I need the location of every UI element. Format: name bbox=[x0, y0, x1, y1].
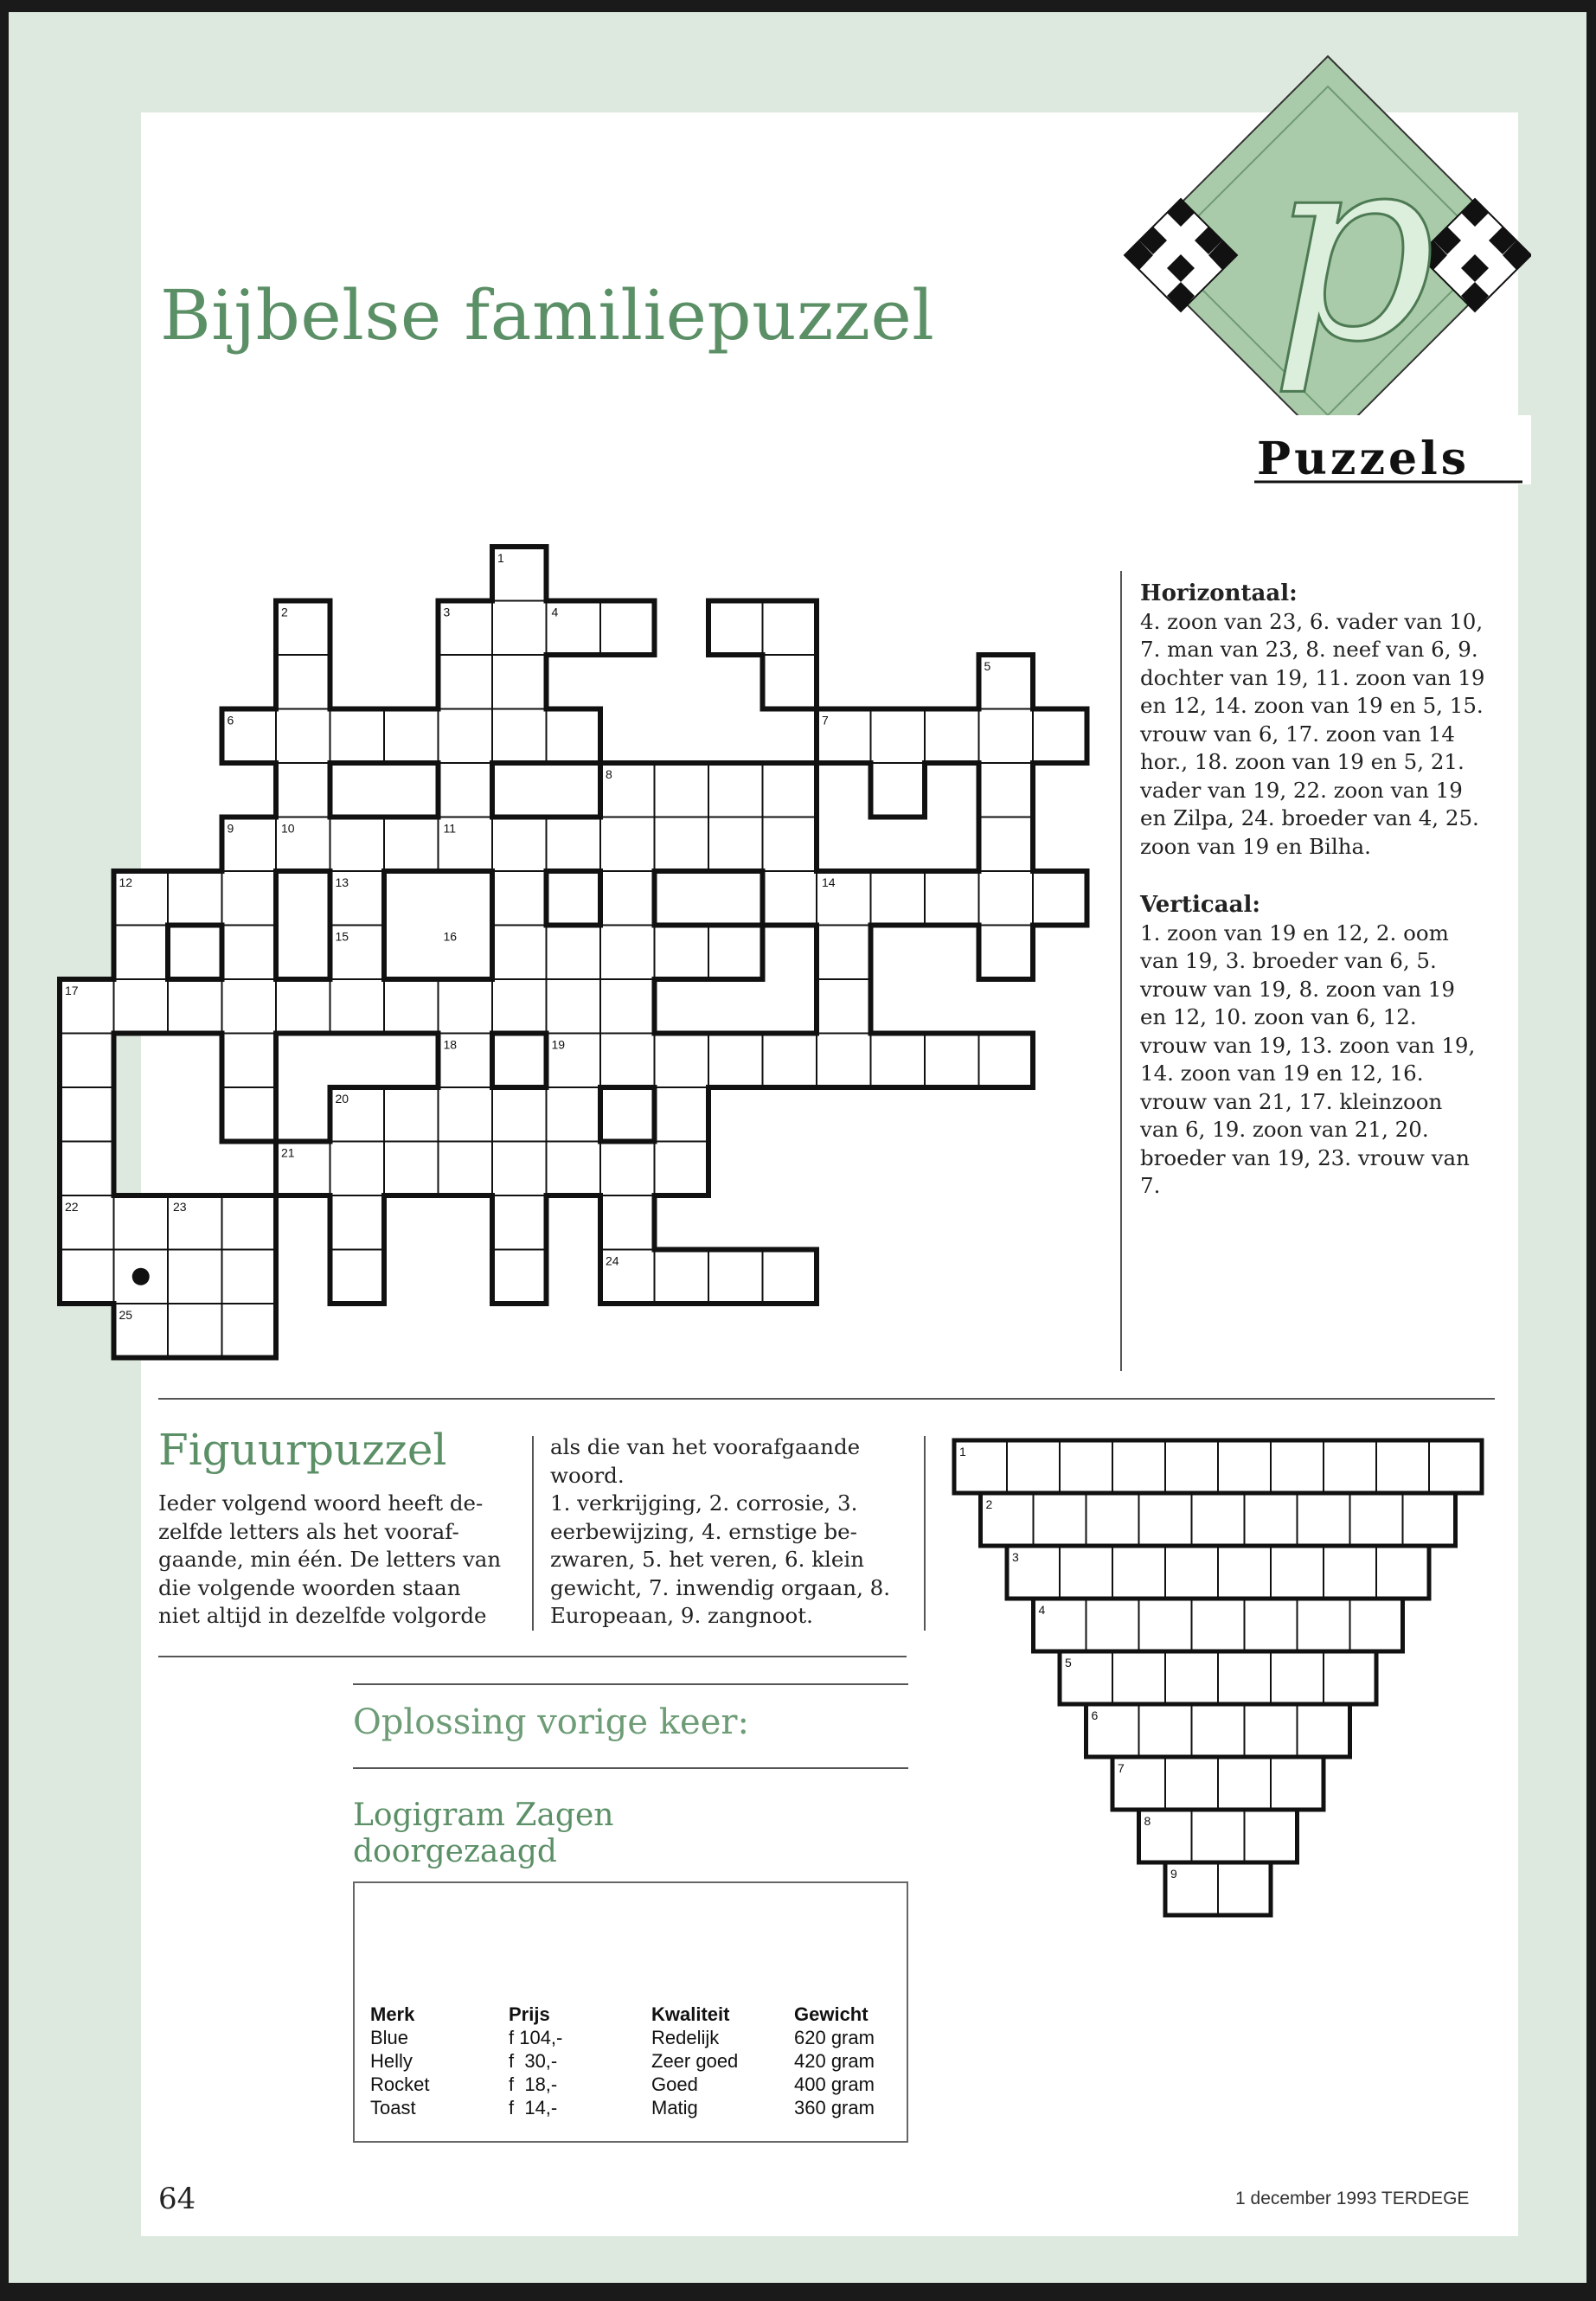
crossword-number: 24 bbox=[606, 1253, 619, 1268]
figuur-bottom-rule bbox=[158, 1656, 907, 1657]
crossword-cell[interactable] bbox=[492, 601, 547, 656]
solution-cell: Blue bbox=[370, 2027, 409, 2048]
clue-line: van 6, 19. zoon van 21, 20. bbox=[1140, 1117, 1429, 1142]
crossword-cell[interactable] bbox=[492, 655, 547, 709]
figuur-cell[interactable] bbox=[1060, 1440, 1112, 1493]
crossword-cell[interactable] bbox=[330, 817, 385, 872]
crossword-cell[interactable] bbox=[763, 763, 817, 817]
figuur-cell[interactable] bbox=[1245, 1704, 1298, 1757]
crossword-cell[interactable] bbox=[763, 817, 817, 872]
crossword-cell[interactable] bbox=[763, 871, 817, 926]
section-divider bbox=[158, 1398, 1495, 1400]
solution-col-header: Prijs bbox=[509, 2003, 550, 2025]
crossword-cell[interactable] bbox=[492, 817, 547, 872]
figuur-row-number: 1 bbox=[959, 1445, 966, 1458]
crossword-cell[interactable] bbox=[600, 1034, 655, 1088]
crossword-cell[interactable] bbox=[600, 817, 655, 872]
figuur-row-number: 2 bbox=[985, 1497, 993, 1511]
crossword-cell[interactable] bbox=[655, 1034, 709, 1088]
crossword-cell[interactable] bbox=[168, 871, 222, 926]
figuur-intro-line: die volgende woorden staan bbox=[158, 1574, 461, 1600]
crossword-cell[interactable] bbox=[817, 926, 871, 980]
crossword-cell[interactable] bbox=[492, 926, 547, 980]
crossword-number: 21 bbox=[281, 1145, 295, 1160]
crossword-cell[interactable] bbox=[817, 979, 871, 1034]
crossword-cell[interactable] bbox=[439, 1087, 493, 1142]
figuur-cell[interactable] bbox=[1324, 1440, 1376, 1493]
crossword-cell[interactable] bbox=[330, 1142, 385, 1196]
crossword-cell[interactable] bbox=[330, 979, 385, 1034]
figuur-cell[interactable] bbox=[1192, 1704, 1245, 1757]
horizontal-clues-title: Horizontaal: bbox=[1140, 580, 1298, 606]
crossword-cell[interactable] bbox=[439, 979, 493, 1034]
figuur-cell[interactable] bbox=[1139, 1599, 1192, 1651]
crossword-cell[interactable] bbox=[600, 1142, 655, 1196]
crossword-cell[interactable] bbox=[439, 709, 493, 764]
figuur-intro bbox=[158, 1490, 513, 1631]
crossword-cell[interactable] bbox=[547, 817, 601, 872]
crossword-cell[interactable] bbox=[168, 979, 222, 1034]
crossword-cell[interactable] bbox=[222, 1087, 277, 1142]
crossword-number: 19 bbox=[551, 1037, 566, 1052]
crossword-cell[interactable] bbox=[547, 709, 601, 764]
crossword-number: 5 bbox=[984, 659, 991, 673]
figuur-cell[interactable] bbox=[1112, 1651, 1165, 1704]
crossword-cell[interactable] bbox=[60, 1250, 114, 1304]
figuur-cell[interactable] bbox=[1298, 1493, 1350, 1546]
crossword-cell[interactable] bbox=[276, 763, 330, 817]
figuur-cell[interactable] bbox=[1192, 1810, 1245, 1862]
crossword-cell[interactable] bbox=[547, 1087, 601, 1142]
crossword-number: 18 bbox=[443, 1037, 458, 1052]
figuur-cell[interactable] bbox=[1192, 1599, 1245, 1651]
crossword-cell[interactable] bbox=[439, 655, 493, 709]
figuur-cell[interactable] bbox=[1324, 1546, 1376, 1599]
crossword-cell[interactable] bbox=[168, 1304, 222, 1358]
clue-line: dochter van 19, 11. zoon van 19 bbox=[1140, 664, 1485, 690]
solution-cell: Rocket bbox=[370, 2073, 430, 2095]
logo-letter: p bbox=[1270, 97, 1437, 399]
solution-cell: f 30,- bbox=[509, 2050, 558, 2072]
crossword-cell[interactable] bbox=[871, 871, 926, 926]
figuur-cell[interactable] bbox=[1245, 1599, 1298, 1651]
clue-line: vrouw van 19, 8. zoon van 19 bbox=[1140, 976, 1455, 1002]
crossword-cell[interactable] bbox=[276, 655, 330, 709]
crossword-cell[interactable] bbox=[276, 709, 330, 764]
figuur-cell[interactable] bbox=[1298, 1704, 1350, 1757]
figuur-clue-line: eerbewijzing, 4. ernstige be- bbox=[550, 1518, 857, 1544]
solution-cell: Matig bbox=[651, 2097, 698, 2118]
figuur-cell[interactable] bbox=[1086, 1599, 1139, 1651]
crossword-cell[interactable] bbox=[492, 709, 547, 764]
crossword-cell[interactable] bbox=[439, 1142, 493, 1196]
crossword-cell[interactable] bbox=[384, 817, 439, 872]
crossword-cell[interactable] bbox=[330, 709, 385, 764]
clue-line: hor., 18. zoon van 19 en 5, 21. bbox=[1140, 749, 1465, 774]
crossword-cell[interactable] bbox=[655, 1087, 709, 1142]
crossword-number: 1 bbox=[497, 551, 504, 565]
figuur-cell[interactable] bbox=[1271, 1651, 1324, 1704]
crossword-number: 13 bbox=[335, 875, 349, 889]
crossword-cell[interactable] bbox=[708, 763, 763, 817]
crossword-number: 12 bbox=[119, 875, 133, 889]
figuur-cell[interactable] bbox=[1165, 1757, 1218, 1810]
figuur-cell[interactable] bbox=[1376, 1546, 1429, 1599]
crossword-cell[interactable] bbox=[925, 709, 979, 764]
crossword-cell[interactable] bbox=[708, 1034, 763, 1088]
solution-name-line: doorgezaagd bbox=[353, 1834, 557, 1869]
crossword-cell[interactable] bbox=[763, 601, 817, 656]
horizontal-clues bbox=[1140, 580, 1521, 861]
figuur-clue-line: gewicht, 7. inwendig orgaan, 8. bbox=[550, 1574, 891, 1600]
crossword-number: 2 bbox=[281, 605, 288, 619]
solution-heading: Oplossing vorige keer: bbox=[353, 1702, 749, 1742]
solution-mid-rule bbox=[353, 1767, 908, 1769]
crossword-cell[interactable] bbox=[492, 1195, 547, 1250]
crossword-cell[interactable] bbox=[547, 979, 601, 1034]
crossword-cell[interactable] bbox=[384, 709, 439, 764]
figuur-intro-line: niet altijd in dezelfde volgorde bbox=[158, 1603, 487, 1628]
crossword-cell[interactable] bbox=[708, 817, 763, 872]
solution-header-row bbox=[370, 2003, 889, 2026]
crossword-cell[interactable] bbox=[871, 1034, 926, 1088]
solution-cell: 400 gram bbox=[794, 2073, 875, 2095]
crossword-cell[interactable] bbox=[655, 817, 709, 872]
crossword-cell[interactable] bbox=[114, 926, 169, 980]
clue-line: vrouw van 21, 17. kleinzoon bbox=[1140, 1088, 1443, 1114]
solution-cell: 360 gram bbox=[794, 2097, 875, 2118]
table-row bbox=[370, 2073, 889, 2096]
crossword-number: 6 bbox=[227, 713, 234, 727]
solution-cell: Helly bbox=[370, 2050, 413, 2072]
figuur-grid-divider bbox=[924, 1436, 926, 1631]
figuur-cell[interactable] bbox=[1245, 1493, 1298, 1546]
figuur-cell[interactable] bbox=[1218, 1440, 1271, 1493]
crossword-cell[interactable] bbox=[492, 1087, 547, 1142]
figuur-intro-line: Ieder volgend woord heeft de- bbox=[158, 1490, 484, 1516]
crossword-cell[interactable] bbox=[222, 979, 277, 1034]
crossword-cell[interactable] bbox=[276, 979, 330, 1034]
figuur-intro-line: zelfde letters als het vooraf- bbox=[158, 1518, 459, 1544]
figuur-cell[interactable] bbox=[1298, 1599, 1350, 1651]
solution-cell: f 104,- bbox=[509, 2027, 563, 2048]
dot-marker-icon bbox=[132, 1268, 150, 1285]
crossword-cell[interactable] bbox=[330, 1250, 385, 1304]
solution-col-header: Merk bbox=[370, 2003, 415, 2025]
figuur-cell[interactable] bbox=[1271, 1546, 1324, 1599]
crossword-cell[interactable] bbox=[600, 1195, 655, 1250]
crossword-number: 14 bbox=[822, 875, 836, 889]
crossword-cell[interactable] bbox=[763, 1034, 817, 1088]
clue-line: en 12, 10. zoon van 6, 12. bbox=[1140, 1004, 1417, 1029]
crossword-cell[interactable] bbox=[168, 1250, 222, 1304]
page-number: 64 bbox=[158, 2182, 196, 2216]
figuur-cell[interactable] bbox=[1007, 1440, 1060, 1493]
figuur-clue-line: Europeaan, 9. zangnoot. bbox=[550, 1603, 813, 1628]
crossword-cell[interactable] bbox=[871, 763, 926, 817]
figuur-cell[interactable] bbox=[1376, 1440, 1429, 1493]
clue-line: zoon van 19 en Bilha. bbox=[1140, 833, 1371, 859]
figuur-cell[interactable] bbox=[1403, 1493, 1456, 1546]
vertical-clues bbox=[1140, 891, 1521, 1201]
figuur-cell[interactable] bbox=[1112, 1440, 1165, 1493]
crossword-cell[interactable] bbox=[655, 763, 709, 817]
solution-table bbox=[370, 2003, 889, 2119]
crossword-cell[interactable] bbox=[222, 1304, 277, 1358]
crossword-cell[interactable] bbox=[60, 1142, 114, 1196]
figuur-cell[interactable] bbox=[1271, 1440, 1324, 1493]
crossword-cell[interactable] bbox=[492, 871, 547, 926]
crossword-cell[interactable] bbox=[600, 979, 655, 1034]
crossword-cell[interactable] bbox=[114, 1195, 169, 1250]
figuur-clue-line: zwaren, 5. het veren, 6. klein bbox=[550, 1547, 864, 1572]
solution-col-header: Kwaliteit bbox=[651, 2003, 730, 2025]
crossword-number: 7 bbox=[822, 713, 829, 727]
crossword-cell[interactable] bbox=[384, 1087, 439, 1142]
crossword-number: 20 bbox=[335, 1092, 349, 1106]
crossword-cell[interactable] bbox=[708, 601, 763, 656]
solution-top-rule bbox=[353, 1683, 908, 1685]
figuur-cell[interactable] bbox=[1139, 1493, 1192, 1546]
clue-line: 4. zoon van 23, 6. vader van 10, bbox=[1140, 608, 1484, 634]
crossword-number: 25 bbox=[119, 1308, 133, 1322]
solution-puzzle-name bbox=[353, 1798, 785, 1870]
crossword-number: 15 bbox=[335, 929, 349, 944]
solution-cell: f 14,- bbox=[509, 2097, 558, 2118]
figuur-cell[interactable] bbox=[1350, 1599, 1403, 1651]
figuur-cell[interactable] bbox=[1218, 1862, 1271, 1915]
figuur-cell[interactable] bbox=[1218, 1651, 1271, 1704]
figuur-cell[interactable] bbox=[1165, 1440, 1218, 1493]
crossword-cell[interactable] bbox=[925, 1034, 979, 1088]
crossword-cell[interactable] bbox=[222, 1195, 277, 1250]
crossword-cell[interactable] bbox=[60, 1087, 114, 1142]
footer-date: 1 december 1993 TERDEGE bbox=[1235, 2189, 1470, 2208]
crossword-number: 10 bbox=[281, 821, 295, 836]
figuur-cell[interactable] bbox=[1139, 1704, 1192, 1757]
clue-line: en Zilpa, 24. broeder van 4, 25. bbox=[1140, 805, 1479, 830]
crossword-number: 23 bbox=[173, 1200, 187, 1214]
crossword-number: 9 bbox=[227, 821, 234, 836]
figuur-title: Figuurpuzzel bbox=[158, 1425, 447, 1475]
solution-cell: 620 gram bbox=[794, 2027, 875, 2048]
crossword-cell[interactable] bbox=[439, 763, 493, 817]
clue-line: en 12, 14. zoon van 19 en 5, 15. bbox=[1140, 693, 1484, 718]
crossword-cell[interactable] bbox=[384, 1142, 439, 1196]
crossword-cell[interactable] bbox=[708, 926, 763, 980]
table-row bbox=[370, 2049, 889, 2073]
crossword-cell[interactable] bbox=[871, 709, 926, 764]
crossword-number: 4 bbox=[551, 605, 559, 619]
solution-name-line: Logigram Zagen bbox=[353, 1798, 614, 1833]
clue-line: 7. bbox=[1140, 1173, 1161, 1198]
crossword-cell[interactable] bbox=[547, 1142, 601, 1196]
crossword-cell[interactable] bbox=[1033, 871, 1087, 926]
figuur-col-divider bbox=[532, 1436, 534, 1631]
solution-cell: Toast bbox=[370, 2097, 416, 2118]
figuur-cell[interactable] bbox=[1350, 1493, 1403, 1546]
figuur-row-number: 5 bbox=[1065, 1656, 1072, 1670]
crossword-cell[interactable] bbox=[60, 1034, 114, 1088]
figuur-clues bbox=[550, 1433, 896, 1631]
crossword-cell[interactable] bbox=[979, 709, 1034, 764]
solution-box bbox=[353, 1881, 908, 2143]
crossword-cell[interactable] bbox=[222, 926, 277, 980]
crossword-number: 11 bbox=[443, 821, 457, 836]
crossword-cell[interactable] bbox=[655, 1250, 709, 1304]
crossword-number: 8 bbox=[606, 767, 612, 781]
figuur-cell[interactable] bbox=[1165, 1651, 1218, 1704]
clue-line: broeder van 19, 23. vrouw van bbox=[1140, 1144, 1470, 1170]
table-row bbox=[370, 2026, 889, 2049]
solution-cell: 420 gram bbox=[794, 2050, 875, 2072]
crossword-cell[interactable] bbox=[655, 926, 709, 980]
solution-col-header: Gewicht bbox=[794, 2003, 869, 2025]
crossword-cell[interactable] bbox=[979, 763, 1034, 817]
crossword-cell[interactable] bbox=[600, 926, 655, 980]
solution-cell: f 18,- bbox=[509, 2073, 558, 2095]
crossword-cell[interactable] bbox=[222, 1250, 277, 1304]
solution-cell: Goed bbox=[651, 2073, 698, 2095]
crossword-number: 17 bbox=[65, 984, 79, 997]
figuur-cell[interactable] bbox=[1060, 1546, 1112, 1599]
crossword-cell[interactable] bbox=[979, 817, 1034, 872]
crossword-cell[interactable] bbox=[114, 979, 169, 1034]
figuur-row-number: 7 bbox=[1118, 1761, 1125, 1775]
figuur-cell[interactable] bbox=[1165, 1546, 1218, 1599]
figuur-cell[interactable] bbox=[1324, 1651, 1376, 1704]
crossword-cell[interactable] bbox=[763, 655, 817, 709]
crossword-cell[interactable] bbox=[492, 979, 547, 1034]
figuur-row-number: 6 bbox=[1091, 1708, 1099, 1722]
figuur-row-number: 3 bbox=[1012, 1550, 1019, 1564]
figuur-cell[interactable] bbox=[1218, 1757, 1271, 1810]
crossword-cell[interactable] bbox=[979, 1034, 1034, 1088]
crossword-cell[interactable] bbox=[925, 871, 979, 926]
vertical-clues-title: Verticaal: bbox=[1140, 892, 1260, 918]
figuur-row-number: 9 bbox=[1170, 1867, 1177, 1881]
crossword-cell[interactable] bbox=[979, 871, 1034, 926]
figuur-cell[interactable] bbox=[1218, 1546, 1271, 1599]
figuur-cell[interactable] bbox=[1245, 1810, 1298, 1862]
clue-line: van 19, 3. broeder van 6, 5. bbox=[1140, 948, 1437, 973]
crossword-cell[interactable] bbox=[763, 1250, 817, 1304]
crossword-cell[interactable] bbox=[600, 871, 655, 926]
figuur-row-number: 4 bbox=[1038, 1603, 1046, 1617]
clue-divider bbox=[1120, 571, 1122, 1371]
clue-line: 1. zoon van 19 en 12, 2. oom bbox=[1140, 920, 1449, 945]
figuur-cell[interactable] bbox=[1271, 1757, 1324, 1810]
crossword-cell[interactable] bbox=[979, 926, 1034, 980]
figuur-cell[interactable] bbox=[1429, 1440, 1482, 1493]
clue-line: 7. man van 23, 8. neef van 6, 9. bbox=[1140, 637, 1478, 662]
crossword-cell[interactable] bbox=[817, 1034, 871, 1088]
clue-line: 14. zoon van 19 en 12, 16. bbox=[1140, 1061, 1424, 1086]
figuur-intro-line: gaande, min één. De letters van bbox=[158, 1547, 502, 1572]
figuur-cell[interactable] bbox=[1112, 1546, 1165, 1599]
crossword-cell[interactable] bbox=[222, 871, 277, 926]
crossword-number: 22 bbox=[65, 1200, 79, 1214]
crossword-number: 16 bbox=[443, 929, 458, 944]
clue-line: vader van 19, 22. zoon van 19 bbox=[1140, 777, 1463, 803]
solution-cell: Zeer goed bbox=[651, 2050, 739, 2072]
crossword-cell[interactable] bbox=[492, 1250, 547, 1304]
crossword-cell[interactable] bbox=[708, 1250, 763, 1304]
logo-label: Puzzels bbox=[1257, 433, 1471, 484]
figuur-cell[interactable] bbox=[1086, 1493, 1139, 1546]
crossword-cell[interactable] bbox=[330, 1195, 385, 1250]
figuur-cell[interactable] bbox=[1192, 1493, 1245, 1546]
clue-line: vrouw van 19, 13. zoon van 19, bbox=[1140, 1032, 1476, 1058]
clue-line: vrouw van 6, 17. zoon van 14 bbox=[1140, 721, 1455, 747]
crossword-cell[interactable] bbox=[1033, 709, 1087, 764]
page-title: Bijbelse familiepuzzel bbox=[160, 275, 935, 356]
figuur-row-number: 8 bbox=[1144, 1814, 1151, 1828]
figuur-clue-line: als die van het voorafgaande bbox=[550, 1434, 861, 1459]
solution-cell: Redelijk bbox=[651, 2027, 720, 2048]
figuur-clue-line: 1. verkrijging, 2. corrosie, 3. bbox=[550, 1490, 858, 1516]
figuur-clue-line: woord. bbox=[550, 1462, 625, 1488]
crossword-cell[interactable] bbox=[384, 979, 439, 1034]
crossword-cell[interactable] bbox=[547, 926, 601, 980]
crossword-cell[interactable] bbox=[222, 1034, 277, 1088]
table-row bbox=[370, 2096, 889, 2119]
crossword-cell[interactable] bbox=[655, 1142, 709, 1196]
crossword-cell[interactable] bbox=[492, 1142, 547, 1196]
crossword-cell[interactable] bbox=[600, 601, 655, 656]
figuur-cell[interactable] bbox=[1034, 1493, 1086, 1546]
crossword-number: 3 bbox=[443, 605, 451, 619]
